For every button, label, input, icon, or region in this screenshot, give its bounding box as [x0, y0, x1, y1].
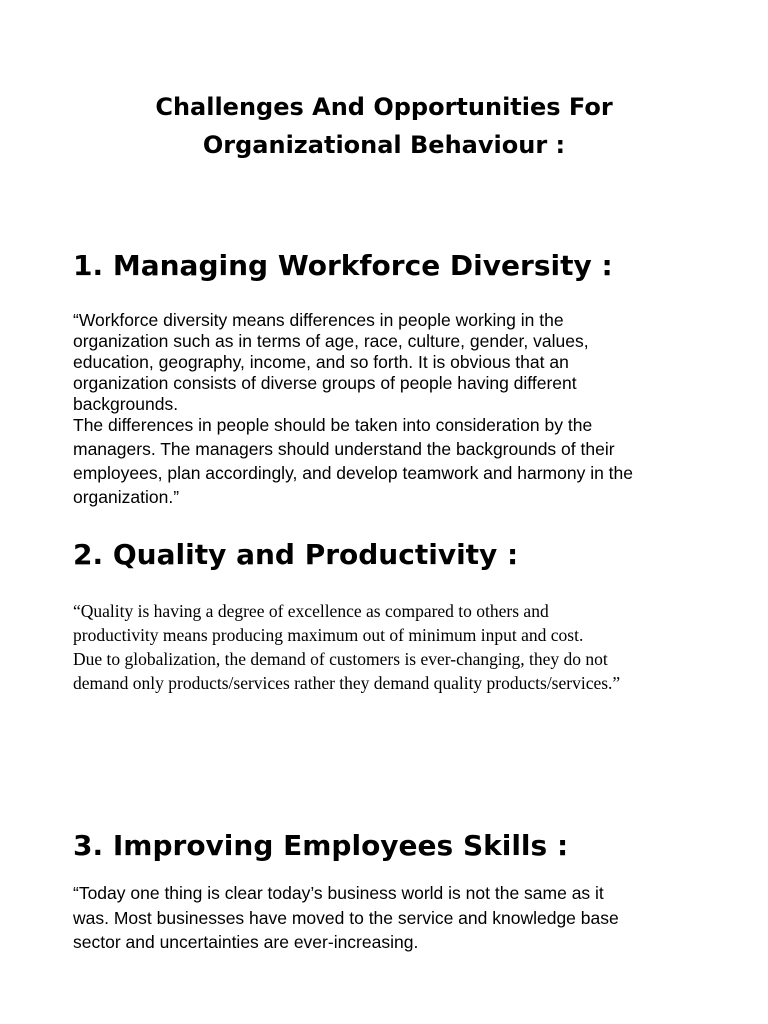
text-line: was. Most businesses have moved to the service and knowledge base	[73, 907, 619, 928]
text-line: organization.”	[73, 487, 180, 507]
text-line: sector and uncertainties are ever-increasing.	[73, 932, 419, 952]
text-line: “Today one thing is clear today’s business world is not the same as it	[73, 883, 604, 903]
section-heading-quality-productivity: 2. Quality and Productivity :	[73, 538, 519, 571]
text-line: “Workforce diversity means differences in people working in the	[73, 310, 564, 330]
section-paragraph-workforce-diversity-b	[73, 413, 703, 509]
title-line: Challenges And Opportunities For	[155, 93, 613, 121]
text-line: “Quality is having a degree of excellence as compared to others and	[73, 601, 549, 621]
section-paragraph-workforce-diversity-a	[73, 310, 703, 415]
text-line: organization such as in terms of age, race, culture, gender, values,	[73, 331, 589, 351]
section-heading-workforce-diversity: 1. Managing Workforce Diversity :	[73, 249, 613, 282]
text-line: productivity means producing maximum out of minimum input and cost.	[73, 625, 584, 645]
document-title	[0, 88, 768, 164]
text-line: managers. The managers should understand the backgrounds of their	[73, 439, 615, 459]
section-paragraph-quality-productivity	[73, 599, 703, 695]
text-line: organization consists of diverse groups of people having different	[73, 373, 577, 393]
text-line: education, geography, income, and so forth. It is obvious that an	[73, 352, 569, 372]
text-line: backgrounds.	[73, 394, 179, 414]
text-line: The differences in people should be taken into consideration by the	[73, 415, 593, 435]
text-line: employees, plan accordingly, and develop teamwork and harmony in the	[73, 463, 633, 483]
text-line: demand only products/services rather they demand quality products/services.”	[73, 673, 621, 693]
section-heading-employees-skills: 3. Improving Employees Skills :	[73, 829, 569, 862]
text-line: Due to globalization, the demand of customers is ever-changing, they do not	[73, 649, 608, 669]
section-paragraph-employees-skills	[73, 881, 703, 955]
title-line: Organizational Behaviour :	[202, 131, 566, 159]
